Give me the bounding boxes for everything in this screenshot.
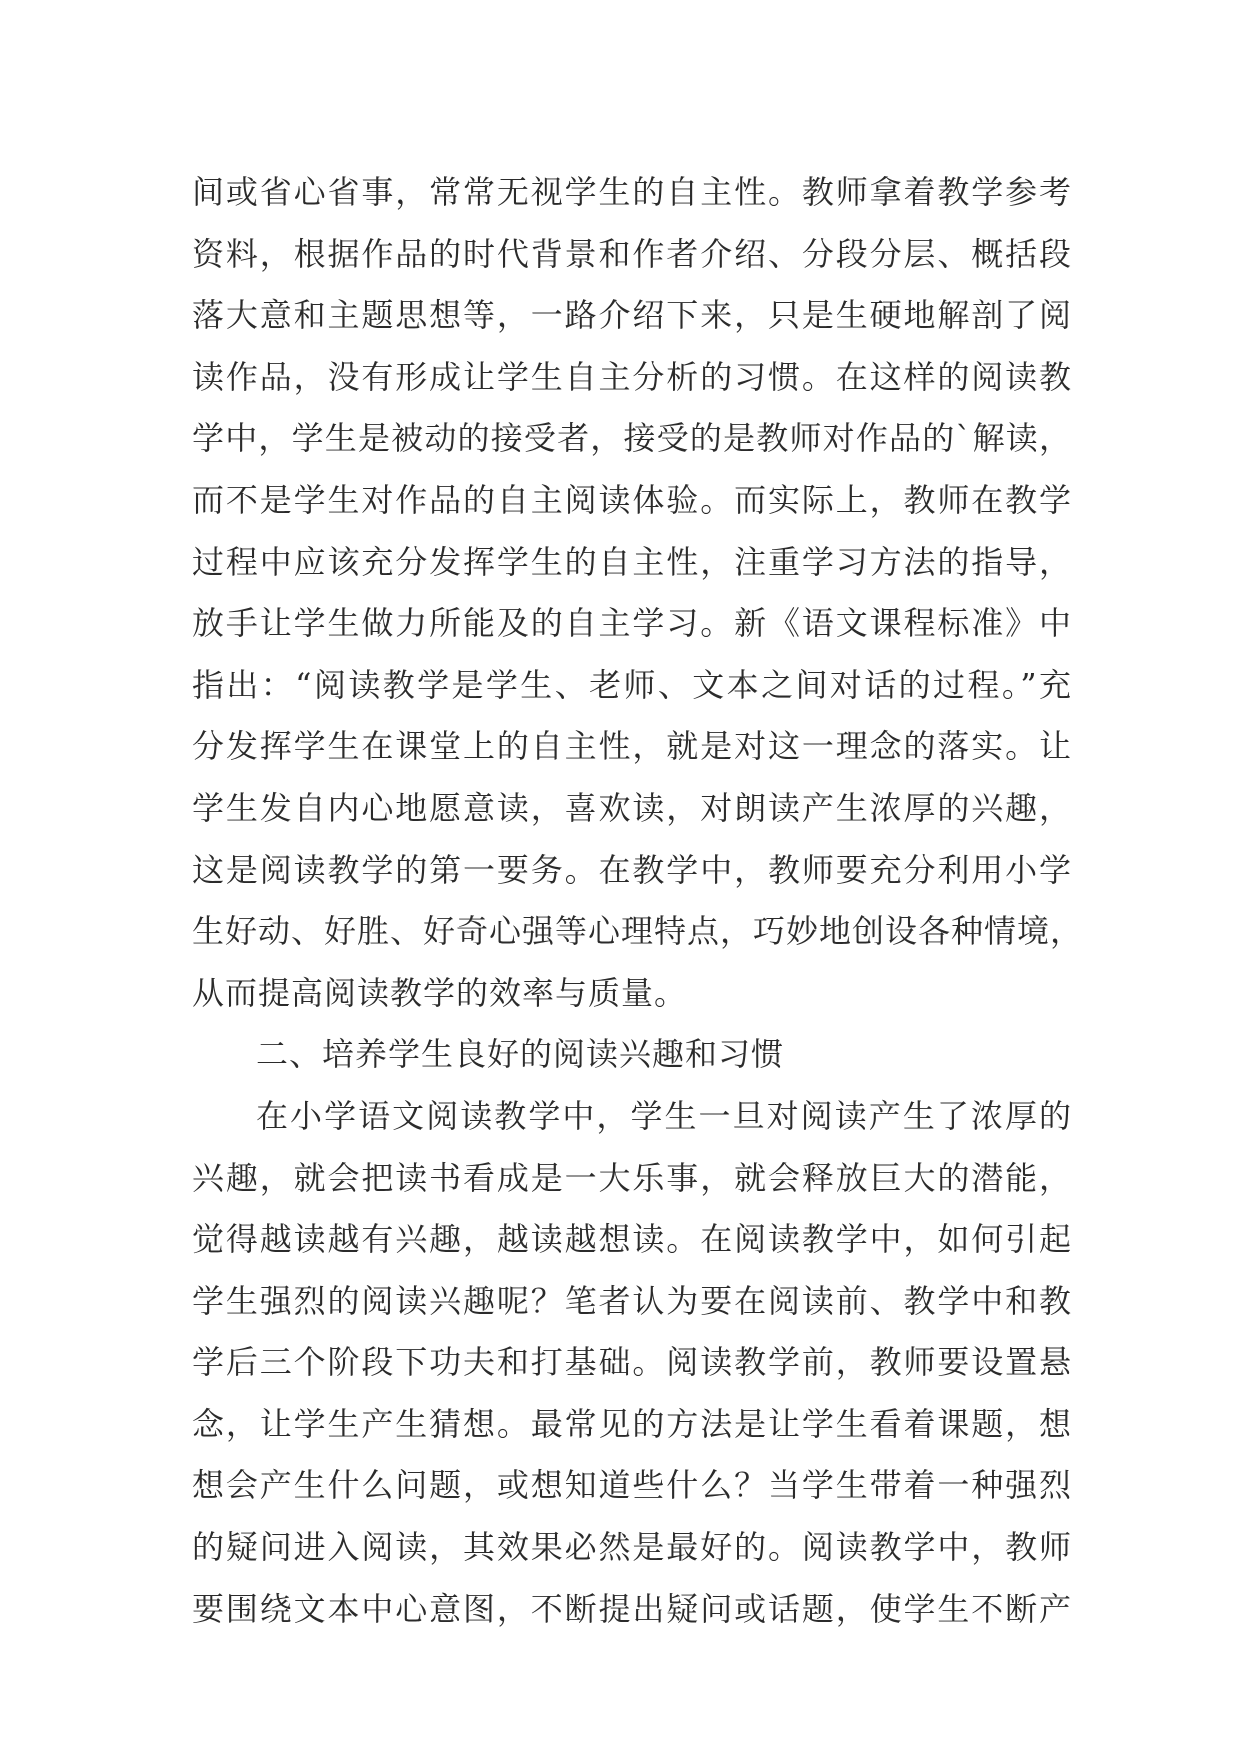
text-line: 这是阅读教学的第一要务。在教学中，教师要充分利用小学 [192,850,1072,889]
text-line: 学后三个阶段下功夫和打基础。阅读教学前，教师要设置悬 [192,1343,1072,1382]
text-line: 而不是学生对作品的自主阅读体验。而实际上，教师在教学 [192,480,1072,519]
text-line: 学生发自内心地愿意读，喜欢读，对朗读产生浓厚的兴趣， [192,788,1072,827]
text-line: 的疑问进入阅读，其效果必然是最好的。阅读教学中，教师 [192,1528,1072,1567]
text-line: 学生强烈的阅读兴趣呢？笔者认为要在阅读前、教学中和教 [192,1281,1072,1320]
text-line: 过程中应该充分发挥学生的自主性，注重学习方法的指导， [192,542,1072,581]
text-line: 想会产生什么问题，或想知道些什么？当学生带着一种强烈 [192,1466,1072,1505]
text-line: 分发挥学生在课堂上的自主性，就是对这一理念的落实。让 [192,727,1072,766]
section-heading: 二、培养学生良好的阅读兴趣和习惯 [256,1035,785,1074]
paragraph-last-line: 从而提高阅读教学的效率与质量。 [192,973,688,1012]
paragraph-first-line: 在小学语文阅读教学中，学生一旦对阅读产生了浓厚的 [256,1096,1072,1135]
body-text [192,162,1084,1640]
text-line: 落大意和主题思想等，一路介绍下来，只是生硬地解剖了阅 [192,296,1072,335]
text-line: 觉得越读越有兴趣，越读越想读。在阅读教学中，如何引起 [192,1220,1072,1259]
text-line: 读作品，没有形成让学生自主分析的习惯。在这样的阅读教 [192,357,1072,396]
text-line: 生好动、好胜、好奇心强等心理特点，巧妙地创设各种情境， [192,912,1084,951]
text-line: 间或省心省事，常常无视学生的自主性。教师拿着教学参考 [192,173,1072,211]
text-line: 放手让学生做力所能及的自主学习。新《语文课程标准》中 [192,604,1072,643]
text-line: 指出：“阅读教学是学生、老师、文本之间对话的过程。”充 [192,665,1072,704]
text-line: 学中，学生是被动的接受者，接受的是教师对作品的`解读， [192,419,1072,458]
text-line: 要围绕文本中心意图，不断提出疑问或话题，使学生不断产 [192,1589,1072,1628]
text-line: 兴趣，就会把读书看成是一大乐事，就会释放巨大的潜能， [192,1158,1072,1197]
text-line: 念，让学生产生猜想。最常见的方法是让学生看着课题，想 [192,1404,1072,1443]
text-line: 资料，根据作品的时代背景和作者介绍、分段分层、概括段 [192,234,1072,273]
